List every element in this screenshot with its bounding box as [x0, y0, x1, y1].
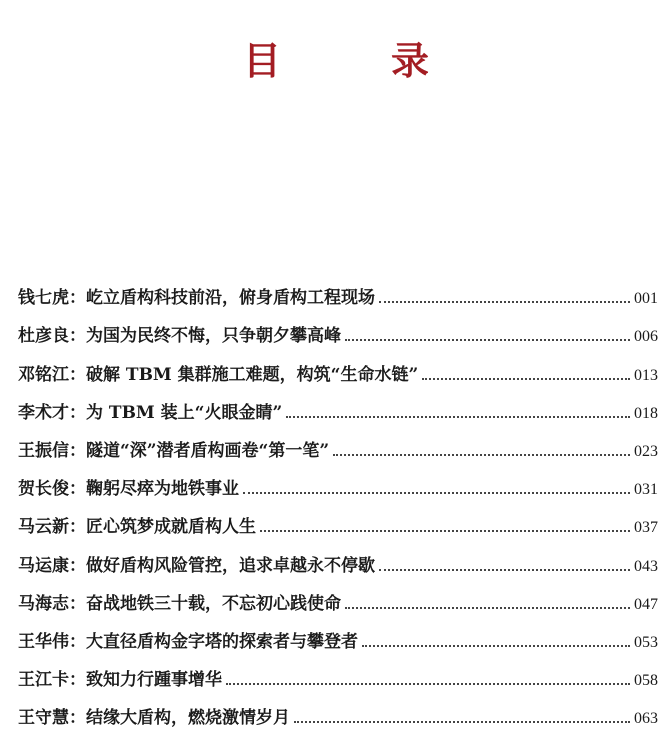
- toc-entry-12[interactable]: [18, 690, 658, 728]
- page-number: 006: [634, 328, 658, 346]
- author-name: 贺长俊: [18, 479, 69, 500]
- author-name: 王江卡: [18, 670, 69, 691]
- name-separator: ：: [69, 517, 86, 538]
- dot-leader: [345, 339, 630, 341]
- name-separator: ：: [69, 670, 86, 691]
- toc-entry-1[interactable]: [18, 270, 658, 308]
- toc-entry-5[interactable]: [18, 423, 658, 461]
- table-of-contents: [18, 270, 658, 728]
- toc-entry-10[interactable]: [18, 614, 658, 652]
- entry-title: 匠心筑梦成就盾构人生: [86, 517, 256, 538]
- entry-title: 奋战地铁三十载，不忘初心践使命: [86, 593, 341, 614]
- entry-title: 屹立盾构科技前沿，俯身盾构工程现场: [86, 288, 375, 309]
- dot-leader: [294, 721, 630, 723]
- entry-title: 大直径盾构金字塔的探索者与攀登者: [86, 631, 358, 652]
- page-title: 目 录: [242, 38, 465, 83]
- author-name: 邓铭江: [18, 364, 69, 385]
- name-separator: ：: [69, 593, 86, 614]
- page-number: 037: [634, 519, 658, 537]
- page-number: 058: [634, 672, 658, 690]
- name-separator: ：: [69, 631, 86, 652]
- page-number: 001: [634, 290, 658, 308]
- toc-entry-7[interactable]: [18, 499, 658, 537]
- dot-leader: [260, 530, 630, 532]
- dot-leader: [286, 416, 630, 418]
- name-separator: ：: [69, 708, 86, 729]
- dot-leader: [379, 569, 630, 571]
- page-number: 023: [634, 442, 658, 460]
- name-separator: ：: [69, 288, 86, 309]
- dot-leader: [243, 492, 630, 494]
- name-separator: ：: [69, 402, 86, 423]
- entry-title: 结缘大盾构，燃烧激情岁月: [86, 708, 290, 729]
- page-number: 047: [634, 595, 658, 613]
- page-number: 031: [634, 481, 658, 499]
- entry-title: 隧道“深”潜者盾构画卷“第一笔”: [86, 440, 330, 461]
- author-name: 钱七虎: [18, 288, 69, 309]
- author-name: 杜彦良: [18, 326, 69, 347]
- author-name: 马云新: [18, 517, 69, 538]
- toc-entry-6[interactable]: [18, 461, 658, 499]
- author-name: 马海志: [18, 593, 69, 614]
- name-separator: ：: [69, 326, 86, 347]
- entry-title: 破解 TBM 集群施工难题，构筑“生命水链”: [86, 364, 419, 385]
- author-name: 王守慧: [18, 708, 69, 729]
- entry-title: 鞠躬尽瘁为地铁事业: [86, 479, 239, 500]
- dot-leader: [362, 645, 630, 647]
- dot-leader: [422, 378, 630, 380]
- page-number: 053: [634, 633, 658, 651]
- author-name: 马运康: [18, 555, 69, 576]
- author-name: 王振信: [18, 440, 69, 461]
- page-number: 063: [634, 710, 658, 728]
- toc-entry-4[interactable]: [18, 385, 658, 423]
- page-number: 018: [634, 404, 658, 422]
- dot-leader: [226, 683, 630, 685]
- entry-title: 致知力行踵事增华: [86, 670, 222, 691]
- author-name: 王华伟: [18, 631, 69, 652]
- toc-entry-11[interactable]: [18, 652, 658, 690]
- author-name: 李术才: [18, 402, 69, 423]
- dot-leader: [333, 454, 630, 456]
- name-separator: ：: [69, 479, 86, 500]
- name-separator: ：: [69, 555, 86, 576]
- dot-leader: [379, 301, 630, 303]
- page-number: 013: [634, 366, 658, 384]
- name-separator: ：: [69, 364, 86, 385]
- toc-entry-8[interactable]: [18, 537, 658, 575]
- page-number: 043: [634, 557, 658, 575]
- toc-entry-2[interactable]: [18, 308, 658, 346]
- entry-title: 为国为民终不悔，只争朝夕攀高峰: [86, 326, 341, 347]
- entry-title: 为 TBM 装上“火眼金睛”: [86, 402, 283, 423]
- toc-entry-3[interactable]: [18, 346, 658, 384]
- name-separator: ：: [69, 440, 86, 461]
- toc-entry-9[interactable]: [18, 576, 658, 614]
- entry-title: 做好盾构风险管控，追求卓越永不停歇: [86, 555, 375, 576]
- dot-leader: [345, 607, 630, 609]
